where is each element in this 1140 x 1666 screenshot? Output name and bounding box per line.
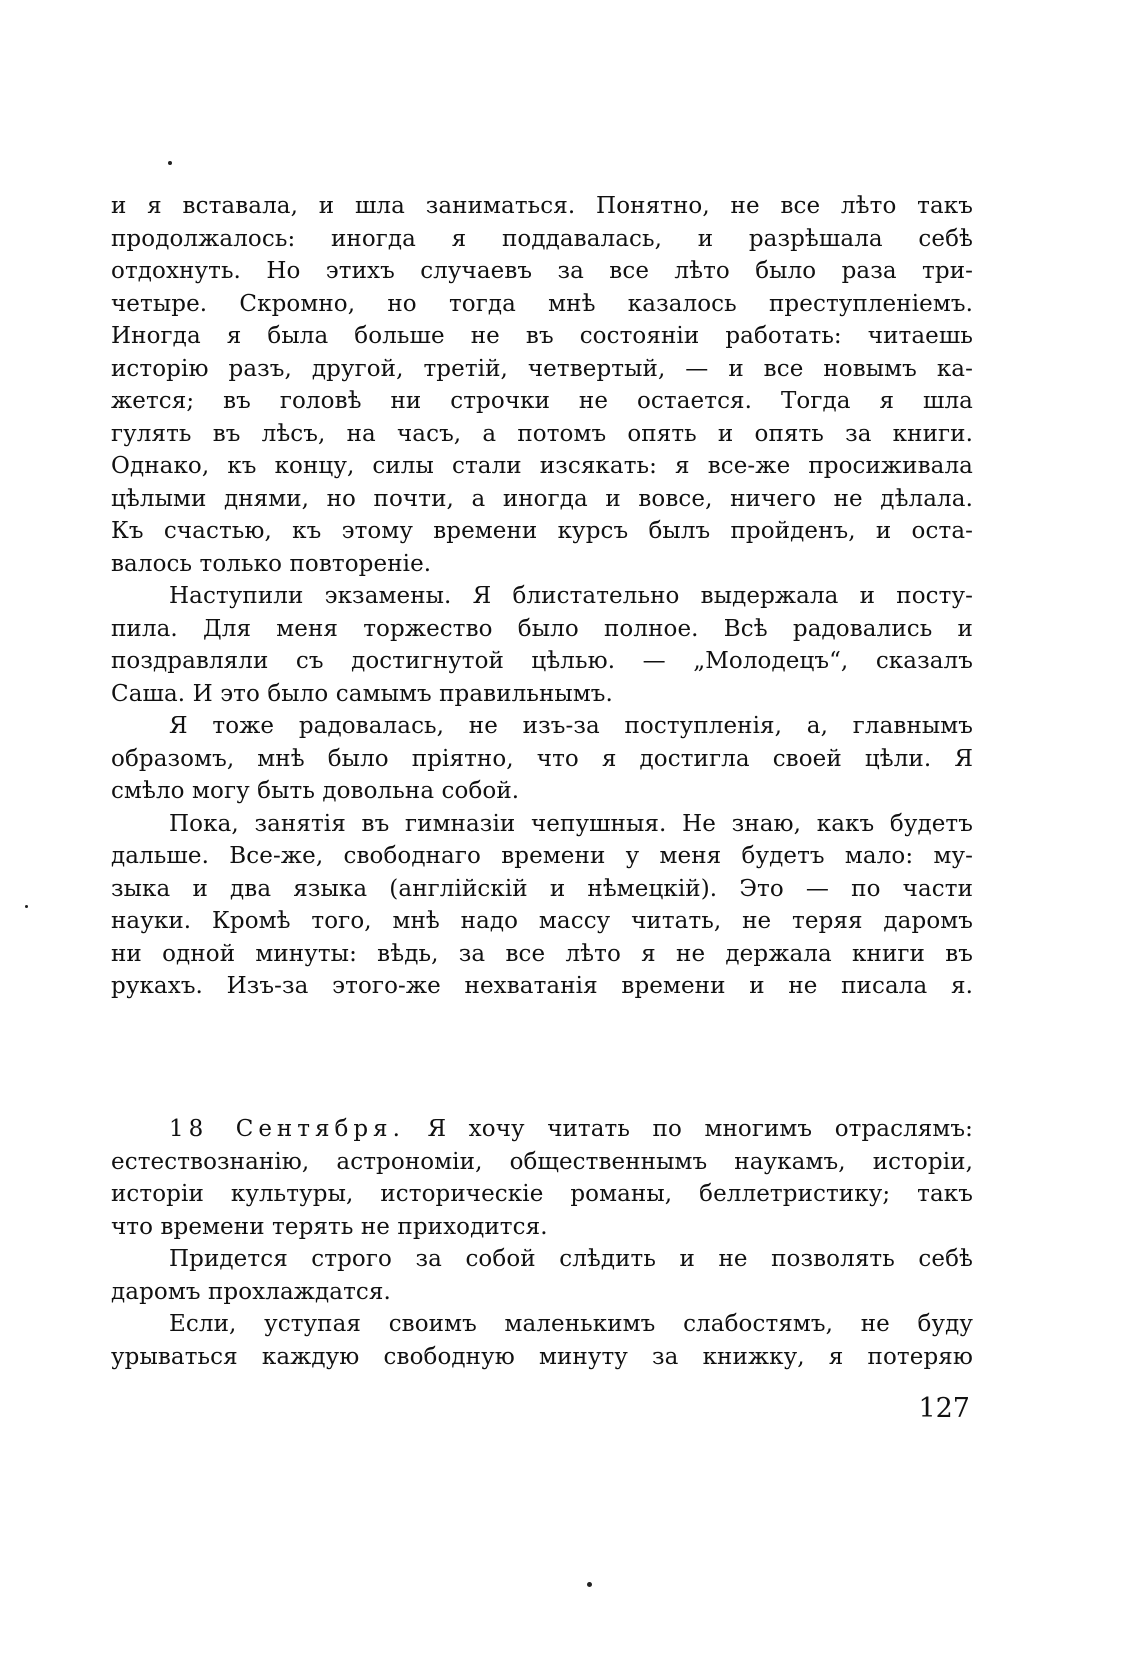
text-line: Пока, занятія въ гимназіи чепушныя. Не знаю, какъ будетъ bbox=[169, 810, 973, 837]
entry-first-line bbox=[111, 1113, 973, 1146]
text-line: исторіи культуры, историческіе романы, беллетристику; такъ bbox=[111, 1181, 973, 1207]
entry-first-line-text: Я хочу читать по многимъ отраслямъ: bbox=[427, 1116, 973, 1142]
text-line: пила. Для меня торжество было полное. Всѣ радовались и bbox=[111, 615, 973, 642]
text-line: жется; въ головѣ ни строчки не остается. Тогда я шла bbox=[111, 388, 973, 414]
text-line: продолжалось: иногда я поддавалась, и разрѣшала себѣ bbox=[111, 225, 973, 252]
text-line: Однако, къ концу, силы стали изсякать: я все-же просиживала bbox=[111, 453, 973, 479]
page-number: 127 bbox=[918, 1393, 970, 1424]
body-text-block-2 bbox=[111, 1113, 973, 1373]
text-line: валось только повтореніе. bbox=[111, 550, 432, 577]
text-line: образомъ, мнѣ было пріятно, что я достигла своей цѣли. Я bbox=[111, 745, 973, 772]
entry-date: 18 Сентября. bbox=[169, 1116, 405, 1142]
text-line: ни одной минуты: вѣдь, за все лѣто я не держала книги въ bbox=[111, 940, 973, 967]
ink-speck bbox=[25, 905, 28, 908]
text-line: Я тоже радовалась, не изъ-за поступленія, а, главнымъ bbox=[169, 713, 973, 739]
text-line: рукахъ. Изъ-за этого-же нехватанія времени и не писала я. bbox=[111, 973, 973, 999]
ink-speck bbox=[587, 1582, 592, 1587]
text-line: Къ счастью, къ этому времени курсъ былъ пройденъ, и оста- bbox=[111, 518, 973, 544]
text-line: Иногда я была больше не въ состояніи работать: читаешь bbox=[111, 323, 973, 349]
text-line: и я вставала, и шла заниматься. Понятно, не все лѣто такъ bbox=[111, 193, 973, 219]
text-line: дальше. Все-же, свободнаго времени у меня будетъ мало: му- bbox=[111, 843, 973, 869]
text-line: поздравляли съ достигнутой цѣлью. — „Молодецъ“, сказалъ bbox=[111, 648, 973, 674]
text-line: цѣлыми днями, но почти, а иногда и вовсе, ничего не дѣлала. bbox=[111, 485, 973, 512]
text-line: даромъ прохлаждатся. bbox=[111, 1278, 391, 1305]
text-line: естествознанію, астрономіи, общественнымъ наукамъ, исторіи, bbox=[111, 1148, 973, 1175]
text-line: четыре. Скромно, но тогда мнѣ казалось преступленіемъ. bbox=[111, 290, 973, 317]
text-line: зыка и два языка (англійскій и нѣмецкій). Это — по части bbox=[111, 875, 973, 902]
text-line: исторію разъ, другой, третій, четвертый, — и все новымъ ка- bbox=[111, 355, 973, 382]
text-line: гулять въ лѣсъ, на часъ, а потомъ опять и опять за книги. bbox=[111, 420, 973, 447]
text-line: Саша. И это было самымъ правильнымъ. bbox=[111, 680, 613, 707]
text-line: что времени терять не приходится. bbox=[111, 1213, 548, 1240]
text-line: науки. Кромѣ того, мнѣ надо массу читать, не теряя даромъ bbox=[111, 908, 973, 934]
text-line: урываться каждую свободную минуту за книжку, я потеряю bbox=[111, 1343, 973, 1370]
text-line: отдохнуть. Но этихъ случаевъ за все лѣто было раза три- bbox=[111, 258, 973, 284]
text-line: Придется строго за собой слѣдить и не позволять себѣ bbox=[169, 1246, 973, 1272]
ink-speck bbox=[168, 161, 172, 165]
text-line: Если, уступая своимъ маленькимъ слабостямъ, не буду bbox=[169, 1311, 973, 1337]
text-line: Наступили экзамены. Я блистательно выдержала и посту- bbox=[169, 583, 973, 609]
text-line: смѣло могу быть довольна собой. bbox=[111, 778, 520, 804]
body-text-block-1 bbox=[111, 190, 973, 1003]
